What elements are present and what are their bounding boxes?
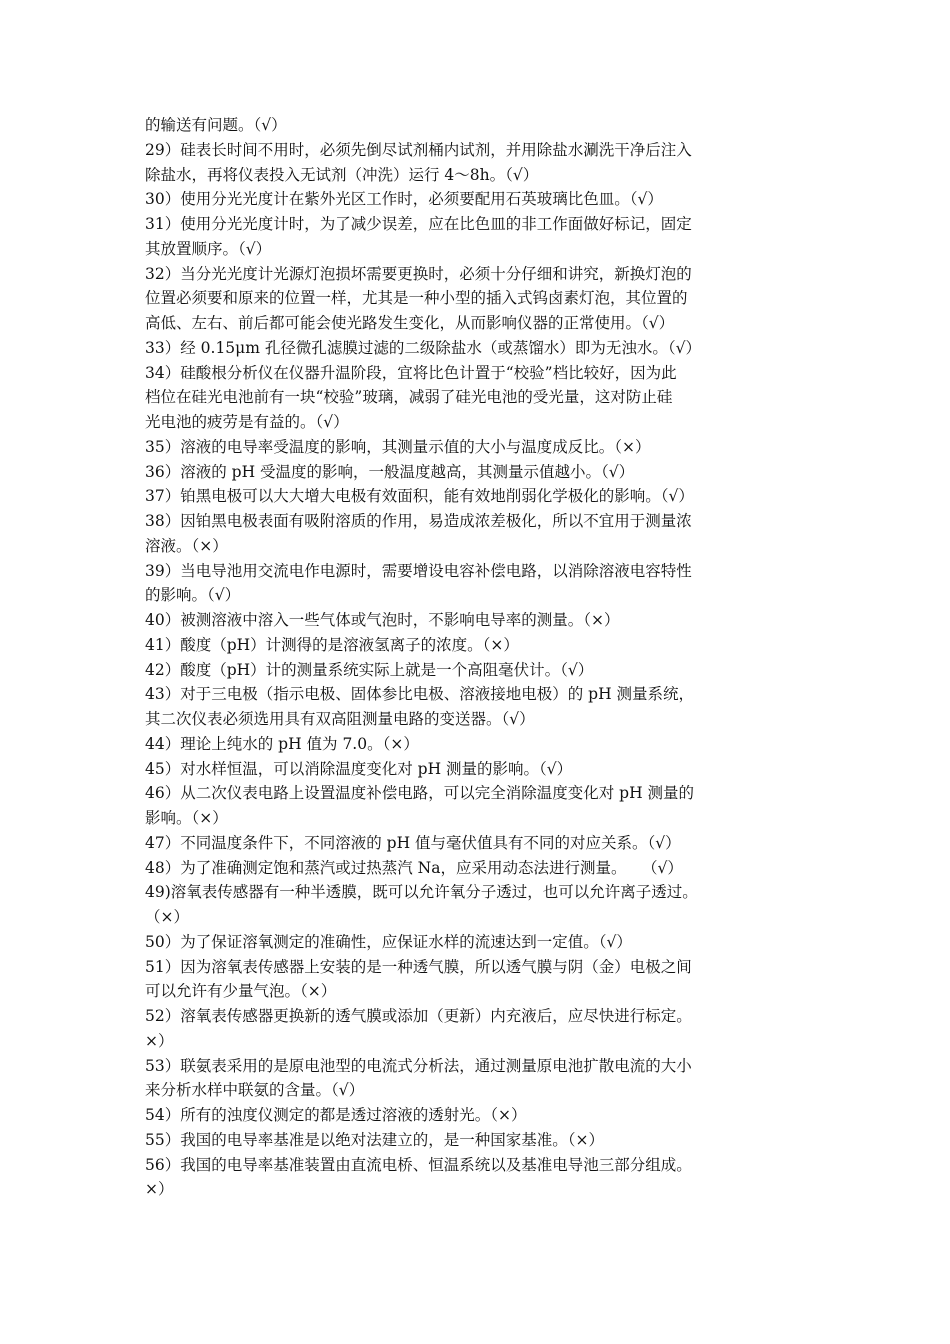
text-line: 33）经 0.15μm 孔径微孔滤膜过滤的二级除盐水（或蒸馏水）即为无浊水。（√） xyxy=(145,338,701,357)
text-line: 36）溶液的 pH 受温度的影响，一般温度越高，其测量示值越小。（√） xyxy=(145,462,635,481)
text-line: 的输送有问题。（√） xyxy=(145,116,287,134)
text-line: 56）我国的电导率基准装置由直流电桥、恒温系统以及基准电导池三部分组成。 xyxy=(145,1155,692,1174)
text-line: 47）不同温度条件下，不同溶液的 pH 值与毫伏值具有不同的对应关系。（√） xyxy=(145,833,681,852)
text-line: 49)溶氧表传感器有一种半透膜，既可以允许氧分子透过，也可以允许离子透过。 xyxy=(145,883,698,902)
text-line: 45）对水样恒温，可以消除温度变化对 pH 测量的影响。（√） xyxy=(145,759,573,778)
text-line: 42）酸度（pH）计的测量系统实际上就是一个高阻毫伏计。（√） xyxy=(145,660,594,679)
text-line: 34）硅酸根分析仪在仪器升温阶段，宜将比色计置于“校验”档比较好，因为此 xyxy=(145,363,677,382)
text-line: ×） xyxy=(145,1180,174,1199)
text-line: ×） xyxy=(145,1031,174,1050)
text-line: 溶液。（×） xyxy=(145,536,228,555)
text-line: 影响。（×） xyxy=(145,809,228,827)
text-line: 其放置顺序。（√） xyxy=(145,239,272,258)
text-line: 除盐水，再将仪表投入无试剂（冲洗）运行 4～8h。（√） xyxy=(145,165,539,184)
text-line: 39）当电导池用交流电作电源时，需要增设电容补偿电路，以消除溶液电容特性 xyxy=(145,561,692,580)
text-line: 32）当分光光度计光源灯泡损坏需要更换时，必须十分仔细和讲究，新换灯泡的 xyxy=(145,264,692,283)
text-line: 53）联氨表采用的是原电池型的电流式分析法，通过测量原电池扩散电流的大小 xyxy=(145,1056,692,1075)
text-line: 46）从二次仪表电路上设置温度补偿电路，可以完全消除温度变化对 pH 测量的 xyxy=(145,784,695,803)
text-line: 30）使用分光光度计在紫外光区工作时，必须要配用石英玻璃比色皿。（√） xyxy=(145,190,663,209)
text-line: 51）因为溶氧表传感器上安装的是一种透气膜，所以透气膜与阴（金）电极之间 xyxy=(145,957,692,976)
text-line: 40）被测溶液中溶入一些气体或气泡时，不影响电导率的测量。（×） xyxy=(145,611,620,629)
text-line: 高低、左右、前后都可能会使光路发生变化，从而影响仪器的正常使用。（√） xyxy=(145,314,675,332)
text-line: 档位在硅光电池前有一块“校验”玻璃，减弱了硅光电池的受光量，这对防止硅 xyxy=(145,388,673,407)
text-line: 41）酸度（pH）计测得的是溶液氢离子的浓度。（×） xyxy=(145,635,519,654)
text-line: 43）对于三电极（指示电极、固体参比电极、溶液接地电极）的 pH 测量系统， xyxy=(145,685,695,704)
text-line: 来分析水样中联氨的含量。（√） xyxy=(145,1081,365,1100)
text-line: 37）铂黑电极可以大大增大电极有效面积，能有效地削弱化学极化的影响。（√） xyxy=(145,487,694,506)
text-line: （×） xyxy=(145,908,189,926)
text-line: 31）使用分光光度计时，为了减少误差，应在比色皿的非工作面做好标记，固定 xyxy=(145,215,692,233)
text-line: 48）为了准确测定饱和蒸汽或过热蒸汽 Na，应采用动态法进行测量。 （√） xyxy=(145,858,683,877)
text-line: 55）我国的电导率基准是以绝对法建立的，是一种国家基准。（×） xyxy=(145,1130,604,1149)
text-line: 29）硅表长时间不用时，必须先倒尽试剂桶内试剂，并用除盐水涮洗干净后注入 xyxy=(145,140,692,159)
text-line: 的影响。（√） xyxy=(145,586,241,605)
text-line: 38）因铂黑电极表面有吸附溶质的作用，易造成浓差极化，所以不宜用于测量浓 xyxy=(145,512,692,530)
text-line: 44）理论上纯水的 pH 值为 7.0。（×） xyxy=(145,734,419,753)
text-line: 35）溶液的电导率受温度的影响，其测量示值的大小与温度成反比。（×） xyxy=(145,437,651,456)
text-line: 位置必须要和原来的位置一样，尤其是一种小型的插入式钨卤素灯泡，其位置的 xyxy=(145,289,688,308)
text-line: 光电池的疲劳是有益的。（√） xyxy=(145,413,349,431)
text-line: 50）为了保证溶氧测定的准确性，应保证水样的流速达到一定值。（√） xyxy=(145,932,632,951)
text-line: 52）溶氧表传感器更换新的透气膜或添加（更新）内充液后，应尽快进行标定。 xyxy=(145,1007,692,1025)
text-line: 其二次仪表必须选用具有双高阻测量电路的变送器。（√） xyxy=(145,710,535,728)
document-body xyxy=(145,113,815,1202)
text-line: 54）所有的浊度仪测定的都是透过溶液的透射光。（×） xyxy=(145,1106,527,1124)
text-line: 可以允许有少量气泡。（×） xyxy=(145,982,337,1001)
